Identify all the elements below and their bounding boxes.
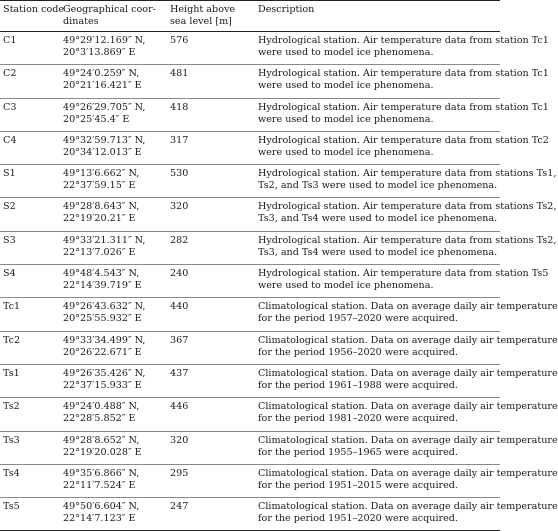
station-code-cell (0, 364, 60, 397)
height-cell (167, 364, 255, 397)
description-line1: Hydrological station. Air temperature data from stations Ts2, (258, 234, 557, 246)
latitude: 49°28′8.643″ N, (63, 201, 140, 213)
height-value: 240 (170, 268, 189, 280)
station-code-cell (0, 165, 60, 198)
station-code: C4 (3, 134, 17, 146)
description-cell (255, 431, 558, 464)
description-cell (255, 398, 558, 431)
station-code-cell (0, 98, 60, 131)
station-code: Ts1 (3, 367, 20, 379)
table-row (0, 364, 500, 397)
header-description-label: Description (258, 4, 315, 15)
table-header (0, 1, 500, 32)
description-cell (255, 331, 558, 364)
coordinates-cell (60, 131, 167, 164)
station-code-cell (0, 231, 60, 264)
coordinates-cell (60, 165, 167, 198)
description-line2: Ts3, and Ts4 were used to model ice phenomena. (258, 213, 498, 225)
height-value: 295 (170, 467, 189, 479)
header-row (0, 1, 500, 32)
height-value: 437 (170, 367, 189, 379)
description-line2: were used to model ice phenomena. (258, 280, 434, 292)
height-cell (167, 231, 255, 264)
coordinates-cell (60, 398, 167, 431)
latitude: 49°24′0.259″ N, (63, 68, 140, 80)
height-cell (167, 32, 255, 65)
height-value: 320 (170, 201, 189, 213)
coordinates-cell (60, 265, 167, 298)
height-value: 446 (170, 401, 189, 413)
description-line2: were used to model ice phenomena. (258, 80, 434, 92)
description-cell (255, 298, 558, 331)
description-line2: for the period 1951–2020 were acquired. (258, 513, 458, 525)
height-value: 418 (170, 101, 189, 113)
description-line1: Climatological station. Data on average daily air temperature (258, 434, 558, 446)
coordinates-cell (60, 198, 167, 231)
description-line2: for the period 1957–2020 were acquired. (258, 313, 458, 325)
latitude: 49°32′59.713″ N, (63, 134, 146, 146)
description-cell (255, 198, 557, 231)
station-code: C2 (3, 68, 17, 80)
station-code-cell (0, 398, 60, 431)
longitude: 22°19′20.21″ E (63, 213, 136, 225)
description-line2: were used to model ice phenomena. (258, 146, 434, 158)
longitude: 20°26′22.671″ E (63, 346, 142, 358)
header-station-code-label: Station code (3, 4, 65, 15)
station-code-cell (0, 65, 60, 98)
station-code-cell (0, 331, 60, 364)
description-line1: Climatological station. Data on average daily air temperature (258, 501, 558, 513)
description-line1: Hydrological station. Air temperature data from stations Ts1, (258, 168, 557, 180)
station-code: S4 (3, 268, 16, 280)
description-line2: Ts2, and Ts3 were used to model ice phenomena. (258, 180, 498, 192)
station-code: Ts2 (3, 401, 20, 413)
longitude: 20°3′13.869″ E (63, 47, 136, 58)
header-geo-coordinates (60, 1, 167, 32)
table-row (0, 32, 500, 65)
description-line1: Hydrological station. Air temperature data from station Tc1 (258, 101, 549, 113)
height-cell (167, 131, 255, 164)
table-row (0, 265, 500, 298)
description-cell (255, 65, 549, 98)
station-code: Tc1 (3, 301, 21, 313)
height-value: 440 (170, 301, 189, 313)
latitude: 49°33′34.499″ N, (63, 334, 146, 346)
description-line1: Hydrological station. Air temperature data from station Ts5 (258, 268, 549, 280)
height-cell (167, 331, 255, 364)
latitude: 49°26′29.705″ N, (63, 101, 146, 113)
description-line1: Hydrological station. Air temperature data from stations Ts2, (258, 201, 557, 213)
latitude: 49°28′8.652″ N, (63, 434, 140, 446)
height-cell (167, 98, 255, 131)
height-cell (167, 464, 255, 497)
station-code-cell (0, 32, 60, 65)
description-line1: Hydrological station. Air temperature data from station Tc1 (258, 68, 549, 80)
description-line1: Climatological station. Data on average daily air temperature (258, 401, 558, 413)
station-code-cell (0, 431, 60, 464)
header-height (167, 1, 255, 32)
table-row (0, 165, 500, 198)
description-line2: for the period 1981–2020 were acquired. (258, 413, 458, 425)
header-geo-label-line2: dinates (63, 16, 99, 27)
latitude: 49°48′4.543″ N, (63, 268, 140, 280)
longitude: 20°34′12.013″ E (63, 146, 142, 158)
latitude: 49°33′21.311″ N, (63, 234, 146, 246)
longitude: 22°14′39.719″ E (63, 280, 142, 292)
description-line1: Hydrological station. Air temperature data from station Tc1 (258, 35, 549, 46)
description-line2: for the period 1951–2015 were acquired. (258, 479, 458, 491)
latitude: 49°24′0.488″ N, (63, 401, 140, 413)
description-cell (255, 165, 557, 198)
height-value: 320 (170, 434, 189, 446)
table-row (0, 298, 500, 331)
description-line2: for the period 1956–2020 were acquired. (258, 346, 458, 358)
latitude: 49°13′6.662″ N, (63, 168, 140, 180)
description-cell (255, 464, 558, 497)
description-cell (255, 498, 558, 531)
description-cell (255, 131, 549, 164)
latitude: 49°35′6.866″ N, (63, 467, 140, 479)
station-code-cell (0, 464, 60, 497)
coordinates-cell (60, 65, 167, 98)
coordinates-cell (60, 98, 167, 131)
description-line2: were used to model ice phenomena. (258, 113, 434, 125)
table-row (0, 65, 500, 98)
table-row (0, 131, 500, 164)
description-line1: Hydrological station. Air temperature data from station Tc2 (258, 134, 549, 146)
latitude: 49°29′12.169″ N, (63, 35, 146, 46)
coordinates-cell (60, 464, 167, 497)
coordinates-cell (60, 431, 167, 464)
longitude: 22°28′5.852″ E (63, 413, 136, 425)
description-cell (255, 265, 549, 298)
description-line2: Ts3, and Ts4 were used to model ice phenomena. (258, 246, 498, 258)
coordinates-cell (60, 331, 167, 364)
table-row (0, 231, 500, 264)
height-cell (167, 165, 255, 198)
latitude: 49°26′43.632″ N, (63, 301, 146, 313)
station-code: S3 (3, 234, 16, 246)
height-value: 282 (170, 234, 189, 246)
description-line2: were used to model ice phenomena. (258, 47, 434, 58)
station-code-cell (0, 131, 60, 164)
table-row (0, 198, 500, 231)
longitude: 20°25′55.932″ E (63, 313, 142, 325)
height-value: 367 (170, 334, 189, 346)
height-cell (167, 398, 255, 431)
longitude: 22°37′59.15″ E (63, 180, 136, 192)
height-cell (167, 198, 255, 231)
height-value: 317 (170, 134, 189, 146)
description-line2: for the period 1955–1965 were acquired. (258, 446, 458, 458)
latitude: 49°26′35.426″ N, (63, 367, 146, 379)
station-code-cell (0, 265, 60, 298)
longitude: 22°11′7.524″ E (63, 479, 136, 491)
description-line1: Climatological station. Data on average daily air temperature (258, 334, 558, 346)
longitude: 22°37′15.933″ E (63, 379, 142, 391)
description-line1: Climatological station. Data on average daily air temperature (258, 301, 558, 313)
latitude: 49°50′6.604″ N, (63, 501, 140, 513)
description-line1: Climatological station. Data on average daily air temperature (258, 367, 558, 379)
header-station-code (0, 1, 65, 32)
station-code: Ts3 (3, 434, 20, 446)
table-body (0, 32, 558, 531)
coordinates-cell (60, 364, 167, 397)
description-line1: Climatological station. Data on average daily air temperature (258, 467, 558, 479)
table-row (0, 331, 500, 364)
height-cell (167, 498, 255, 531)
station-code-cell (0, 198, 60, 231)
station-code: S2 (3, 201, 16, 213)
description-cell (255, 98, 549, 131)
coordinates-cell (60, 498, 167, 531)
coordinates-cell (60, 231, 167, 264)
height-cell (167, 431, 255, 464)
longitude: 20°25′45.4″ E (63, 113, 130, 125)
table-row (0, 498, 500, 531)
height-value: 530 (170, 168, 189, 180)
table-row (0, 398, 500, 431)
station-code: Ts4 (3, 467, 20, 479)
station-code-cell (0, 498, 60, 531)
longitude: 22°19′20.028″ E (63, 446, 142, 458)
header-height-label-line1: Height above (170, 4, 236, 15)
longitude: 22°14′7.123″ E (63, 513, 136, 525)
station-code: C3 (3, 101, 17, 113)
description-cell (255, 32, 549, 65)
coordinates-cell (60, 32, 167, 65)
coordinates-cell (60, 298, 167, 331)
table-row (0, 431, 500, 464)
longitude: 22°13′7.026″ E (63, 246, 136, 258)
station-code: C1 (3, 35, 17, 46)
station-code: Tc2 (3, 334, 21, 346)
height-value: 481 (170, 68, 189, 80)
station-code-cell (0, 298, 60, 331)
height-value: 247 (170, 501, 189, 513)
height-cell (167, 298, 255, 331)
description-line2: for the period 1961–1988 were acquired. (258, 379, 458, 391)
header-height-label-line2: sea level [m] (170, 16, 232, 27)
height-value: 576 (170, 35, 189, 46)
station-code: S1 (3, 168, 16, 180)
description-cell (255, 231, 557, 264)
longitude: 20°21′16.421″ E (63, 80, 142, 92)
height-cell (167, 265, 255, 298)
header-description (255, 1, 500, 32)
table-row (0, 98, 500, 131)
header-geo-label-line1: Geographical coor- (63, 4, 156, 15)
station-code: Ts5 (3, 501, 20, 513)
description-cell (255, 364, 558, 397)
height-cell (167, 65, 255, 98)
table-row (0, 464, 500, 497)
